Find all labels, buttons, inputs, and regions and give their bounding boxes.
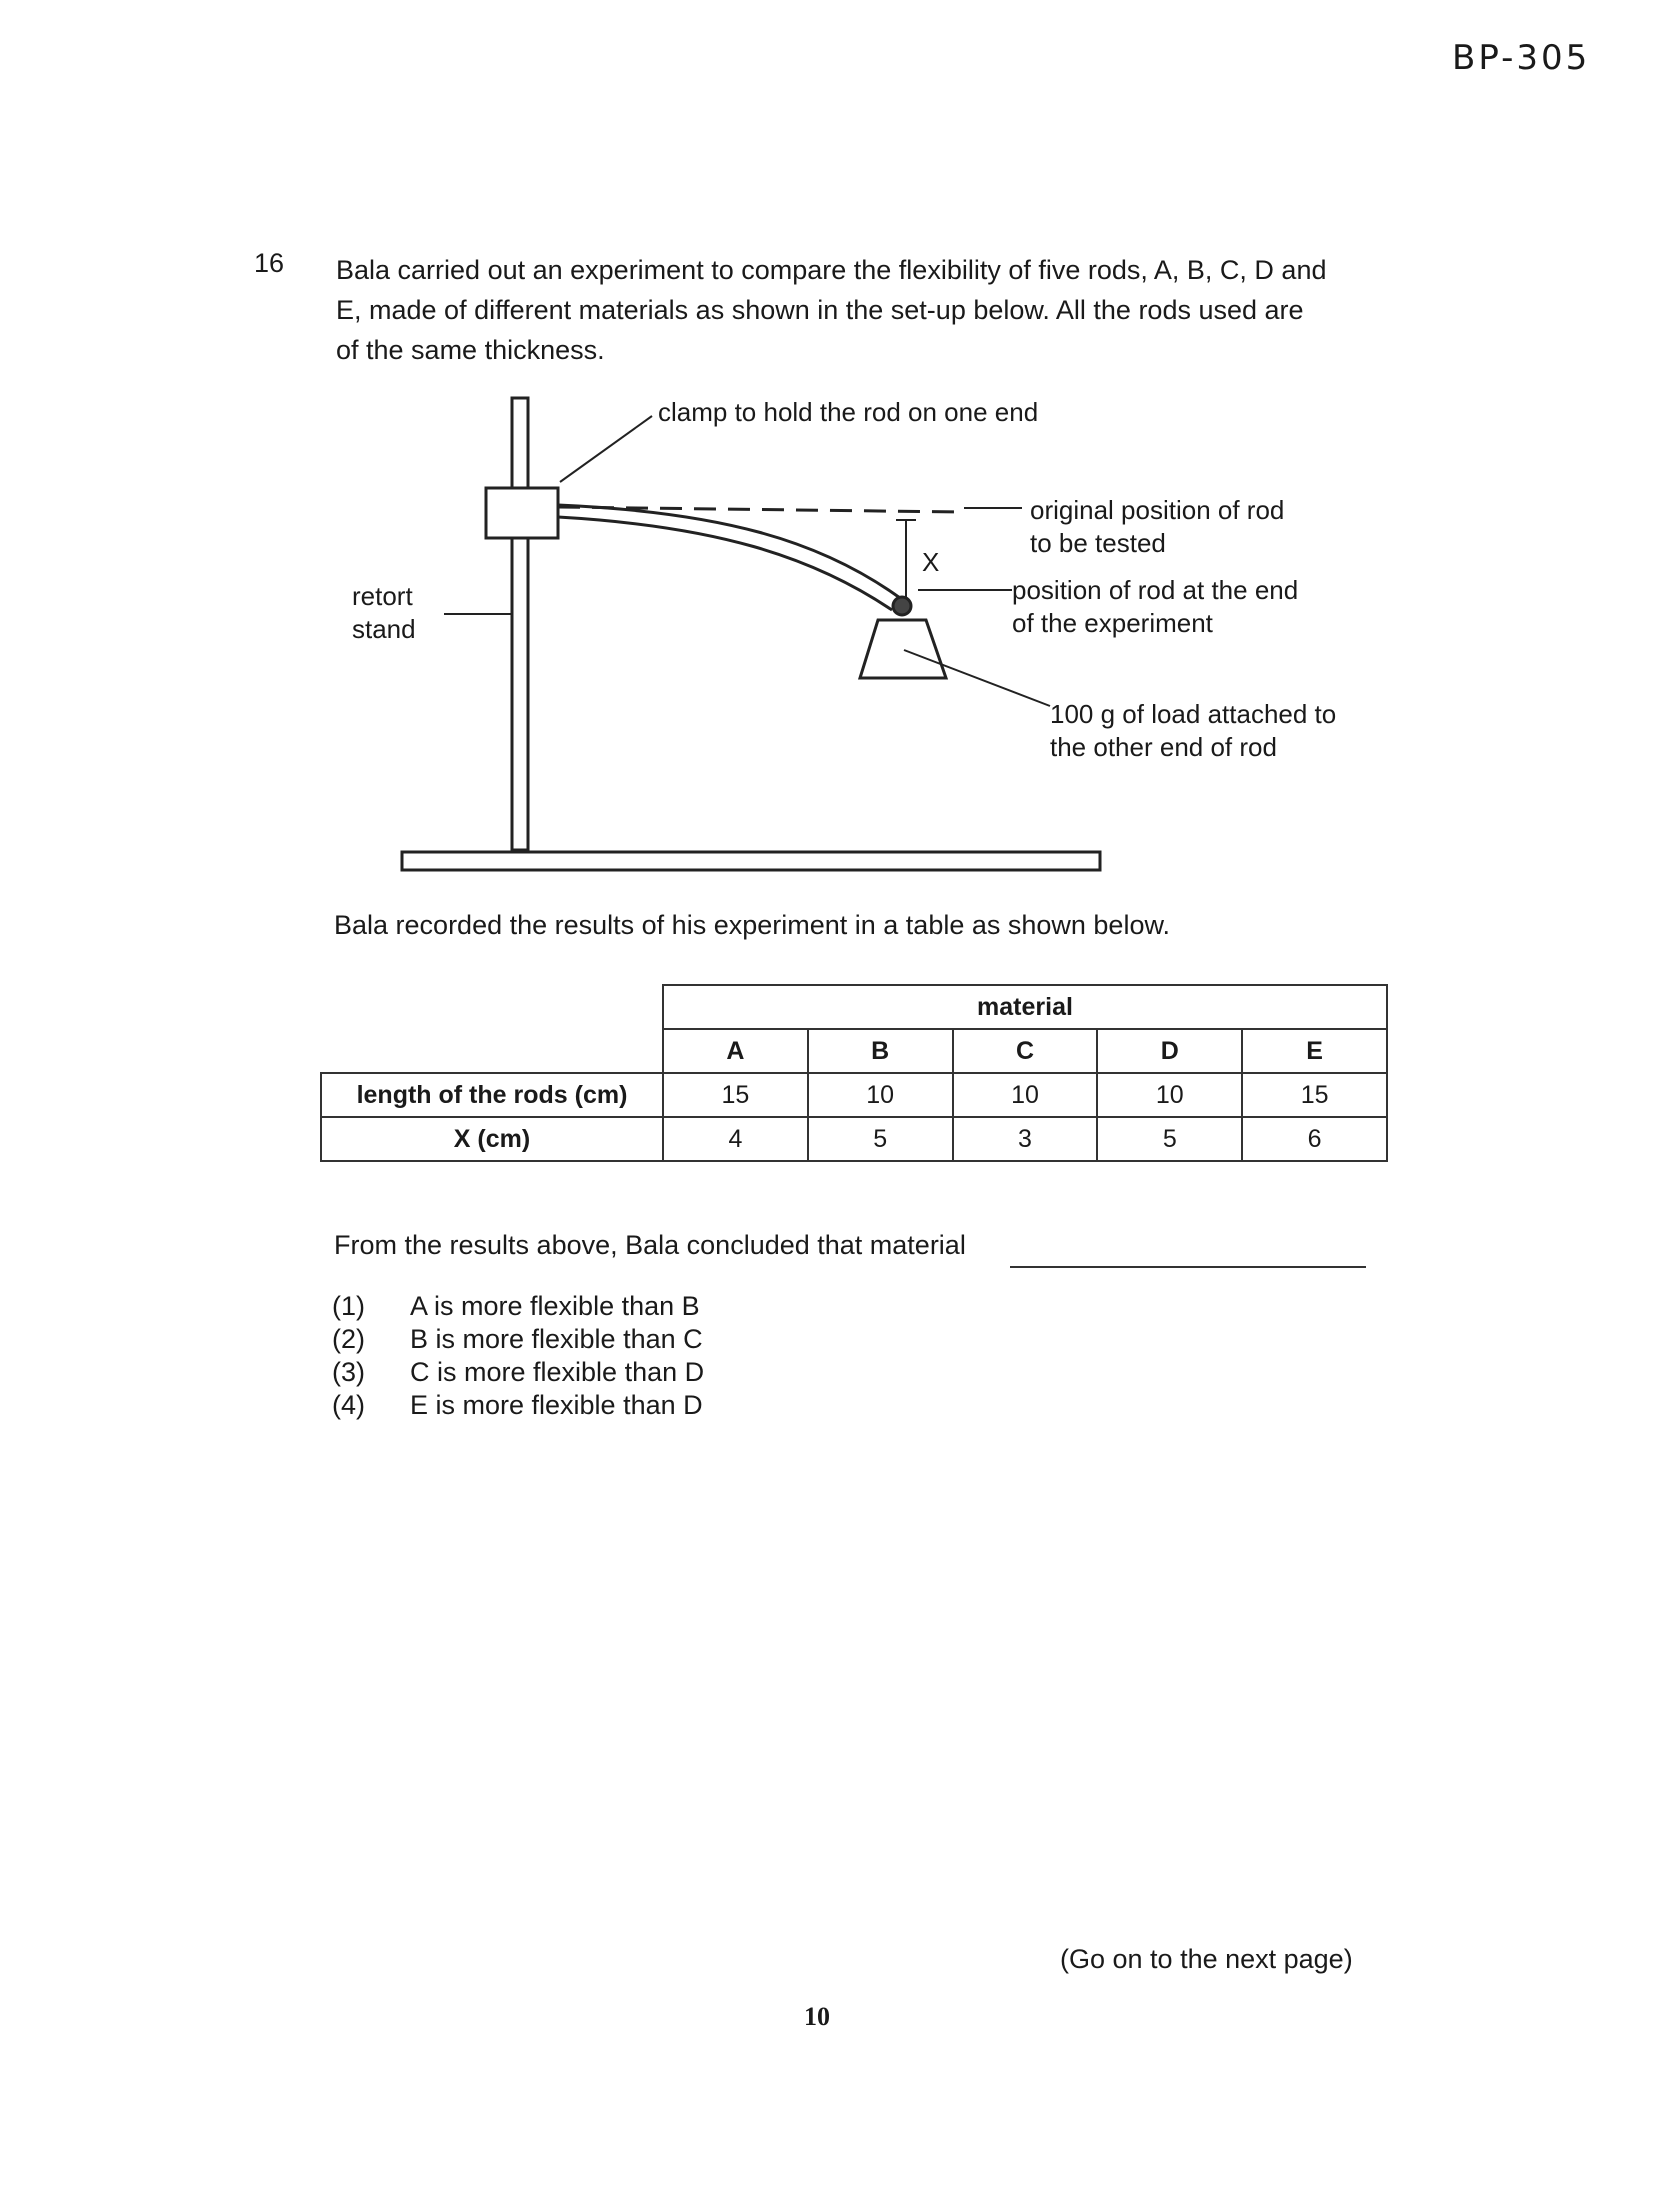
conclusion-prompt: From the results above, Bala concluded that material [334,1230,966,1260]
material-cell: D [1097,1029,1242,1073]
option-1[interactable] [332,1290,704,1323]
label-line: 100 g of load attached to [1050,699,1337,729]
experiment-diagram [0,0,1654,900]
x-label: X [922,547,940,577]
clamp [486,488,558,538]
option-number: (4) [332,1390,365,1420]
option-number: (3) [332,1357,365,1387]
table-intro: Bala recorded the results of his experiment in a table as shown below. [334,910,1170,940]
row-label: length of the rods (cm) [321,1073,663,1117]
answer-blank [1010,1266,1366,1268]
label-line: of the experiment [1012,608,1213,638]
table-row [321,1117,1387,1161]
stand-rod [512,398,528,850]
load-weight [860,620,946,678]
option-text: A is more flexible than B [410,1291,700,1321]
material-header: material [663,985,1387,1029]
stem-line: of the same thickness. [336,335,605,365]
answer-options [332,1290,704,1422]
load-label [1050,698,1336,764]
label-line: to be tested [1030,528,1166,558]
table-cell: 3 [953,1117,1098,1161]
option-number: (1) [332,1291,365,1321]
original-position-label [1030,494,1284,560]
material-cell: E [1242,1029,1387,1073]
option-text: C is more flexible than D [410,1357,705,1387]
end-position-label [1012,574,1298,640]
question-number: 16 [254,248,285,278]
table-cell: 10 [1097,1073,1242,1117]
table-cell: 15 [1242,1073,1387,1117]
table-row [321,1029,1387,1073]
blank-cell [321,1029,663,1073]
label-line: position of rod at the end [1012,575,1299,605]
retort-stand-label [352,580,416,646]
results-table [320,984,1388,1162]
load-hook [893,597,911,615]
paper-code: BP-305 [1452,38,1591,78]
table-row [321,1073,1387,1117]
label-line: original position of rod [1030,495,1285,525]
option-2[interactable] [332,1323,704,1356]
blank-cell [321,985,663,1029]
option-text: E is more flexible than D [410,1390,703,1420]
table-cell: 5 [1097,1117,1242,1161]
option-3[interactable] [332,1356,704,1389]
table-cell: 6 [1242,1117,1387,1161]
row-label: X (cm) [321,1117,663,1161]
next-page-note: (Go on to the next page) [1060,1944,1353,1974]
label-line: stand [352,614,416,644]
stand-base [402,852,1100,870]
stem-line: E, made of different materials as shown in the set-up below. All the rods used are [336,295,1304,325]
stem-line: Bala carried out an experiment to compare the flexibility of five rods, A, B, C, D and [336,255,1327,285]
label-line: the other end of rod [1050,732,1277,762]
clamp-label: clamp to hold the rod on one end [658,397,1039,427]
table-row [321,985,1387,1029]
option-number: (2) [332,1324,365,1354]
table-cell: 10 [808,1073,953,1117]
option-text: B is more flexible than C [410,1324,703,1354]
table-cell: 4 [663,1117,808,1161]
material-cell: B [808,1029,953,1073]
option-4[interactable] [332,1389,704,1422]
table-cell: 15 [663,1073,808,1117]
material-cell: A [663,1029,808,1073]
table-cell: 5 [808,1117,953,1161]
table-cell: 10 [953,1073,1098,1117]
material-cell: C [953,1029,1098,1073]
page-number: 10 [804,2002,830,2031]
label-line: retort [352,581,413,611]
